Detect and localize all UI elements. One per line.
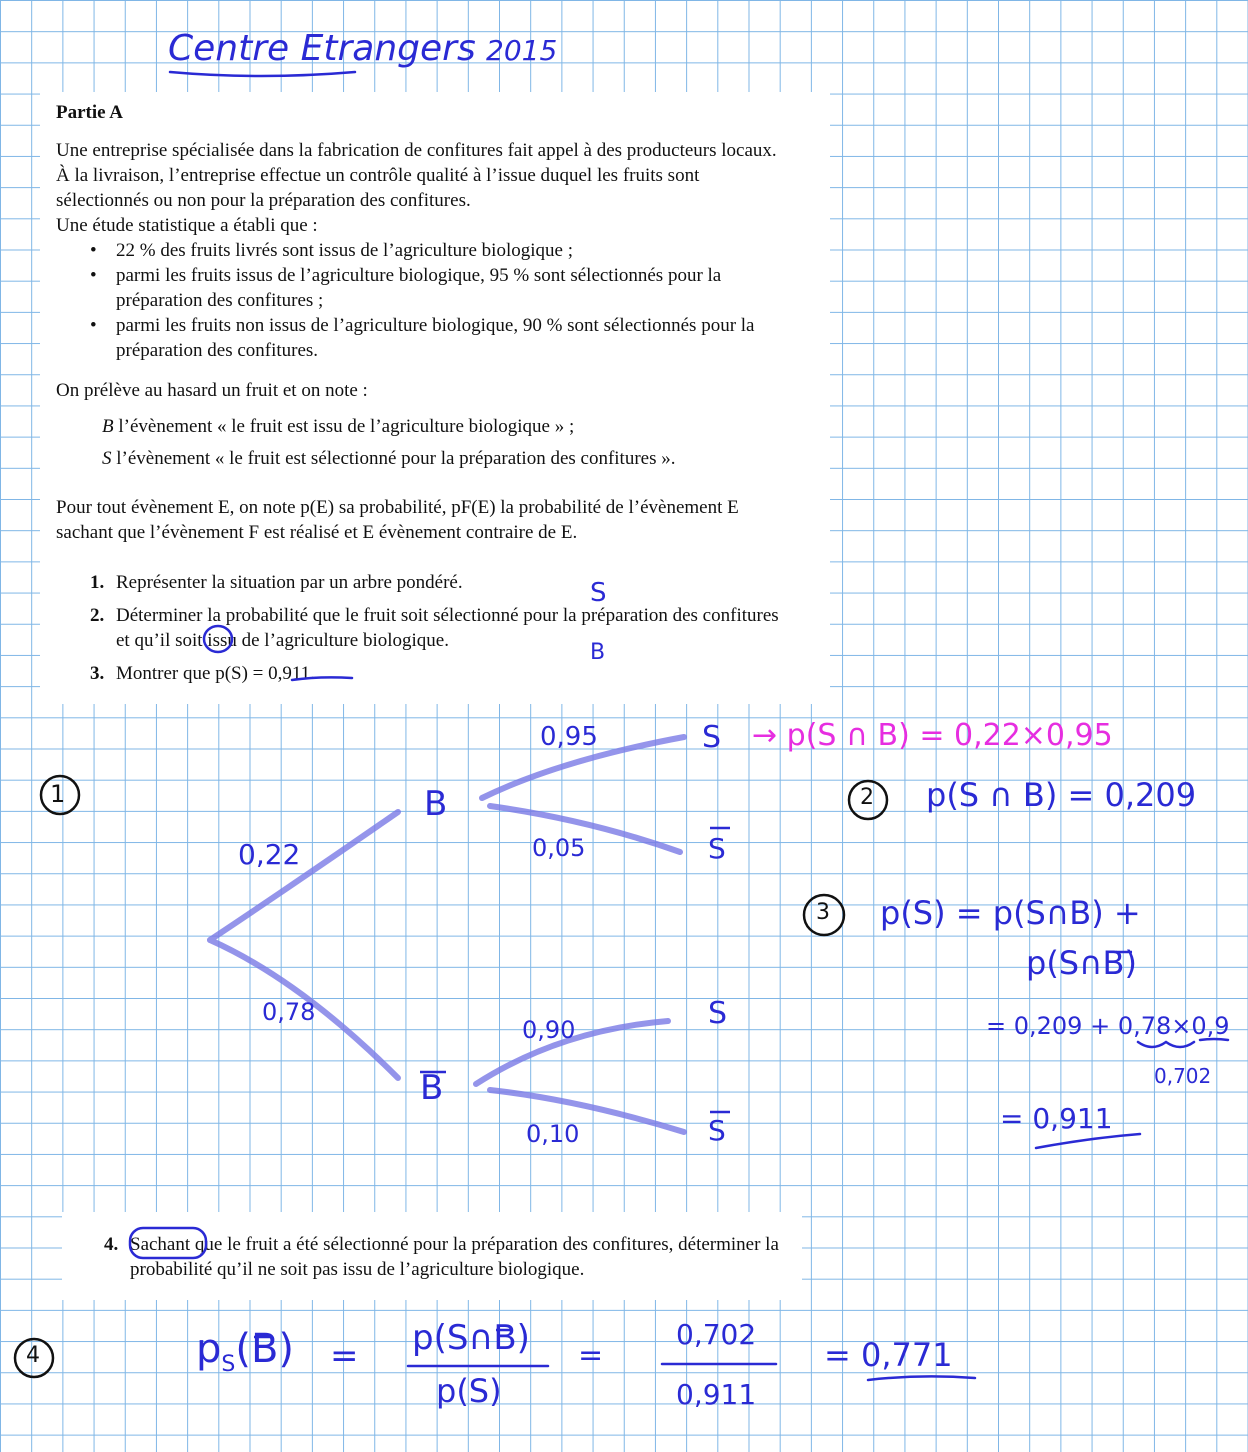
circle-et: [204, 626, 232, 652]
handwritten-title: Centre Etrangers: [168, 28, 476, 69]
circle-sachant: [130, 1228, 206, 1258]
question-3: 3. Montrer que p(S) = 0,911.: [90, 663, 315, 684]
event-text: l’évènement « le fruit est sélectionné pour la préparation des confitures ».: [111, 448, 676, 469]
question-1: 1. Représenter la situation par un arbre pondéré.: [90, 572, 463, 593]
bullet-item: • 22 % des fruits livrés sont issus de l’agriculture biologique ;: [116, 238, 796, 263]
tree-leaf-notS: S: [708, 832, 726, 865]
q4-frac2-den: 0,911: [676, 1378, 757, 1411]
underbrace: [1138, 1042, 1194, 1047]
tree-leaf-S: S: [702, 720, 722, 755]
q2-num: 2: [860, 785, 874, 810]
title-underline: [170, 72, 355, 76]
tree-p-notS-given-B: 0,05: [532, 834, 586, 862]
q4-lhs: $p_S(B)$: [196, 1326, 295, 1377]
q3-line2: p(S∩B): [1026, 944, 1137, 982]
q4-eq2: =: [578, 1338, 604, 1373]
q3-sub: 0,702: [1154, 1064, 1212, 1088]
study-line: Une étude statistique a établi que :: [56, 215, 318, 236]
tree-node-B: B: [424, 784, 448, 824]
tree-p-B: 0,22: [238, 838, 301, 871]
tree-p-notB: 0,78: [262, 998, 316, 1026]
q4-frac1-den: p(S): [436, 1372, 502, 1410]
part-heading: Partie A: [56, 102, 124, 123]
circled-numbers: [15, 776, 887, 1377]
draw-line: On prélève au hasard un fruit et on note :: [56, 380, 368, 401]
event-letter: S: [102, 448, 112, 469]
question-4: 4. Sachant que le fruit a été sélectionné pour la préparation des confitures, déterminer la probabilité qu’il ne soit pas issu de l’agriculture biologique.: [104, 1234, 779, 1280]
bullet-item: • parmi les fruits issus de l’agriculture biologique, 95 % sont sélectionnés pour la préparation des confitures ;: [116, 263, 796, 313]
q3-line3: = 0,209 + 0,78×0,9: [986, 1012, 1230, 1040]
tree-p-S-given-B: 0,95: [540, 722, 598, 752]
tree-leaf-S: S: [708, 996, 728, 1031]
q3-num: 3: [816, 900, 830, 925]
bullet-item: • parmi les fruits non issus de l’agriculture biologique, 90 % sont sélectionnés pour la préparation des confitures.: [116, 313, 796, 363]
q4-result: = 0,771: [824, 1336, 953, 1374]
intro-paragraph: Une entreprise spécialisée dans la fabrication de confitures fait appel à des producteurs locaux. À la livraison, l’entreprise effectue un contrôle qualité à l’issue duquel les fruits sont sélectionnés ou non pour la préparation des confitures.: [56, 140, 777, 211]
handwritten-year: 2015: [486, 34, 558, 67]
q3-result: = 0,911: [1000, 1102, 1113, 1135]
q4-frac1-num: p(S∩B): [412, 1318, 530, 1358]
q4-num: 4: [26, 1343, 40, 1368]
tree-p-S-given-notB: 0,90: [522, 1016, 576, 1044]
event-text: l’évènement « le fruit est issu de l’agriculture biologique » ;: [113, 416, 575, 437]
notation-paragraph: Pour tout évènement E, on note p(E) sa probabilité, pF(E) la probabilité de l’évènement E sachant que l’évènement F est réalisé et E évènement contraire de E.: [56, 497, 739, 543]
tree-num: 1: [50, 780, 66, 808]
tree-p-notS-given-notB: 0,10: [526, 1120, 580, 1148]
tree-leaf-notS: S: [708, 1114, 726, 1147]
pink-formula: → p(S ∩ B) = 0,22×0,95: [752, 718, 1113, 753]
q3-line1: p(S) = p(S∩B) +: [880, 894, 1141, 932]
event-letter: B: [102, 416, 114, 437]
q2-answer: p(S ∩ B) = 0,209: [926, 776, 1197, 814]
note-S: S: [590, 578, 607, 608]
note-B: B: [590, 640, 606, 665]
tree-node-notB: B: [420, 1068, 444, 1108]
question-2: 2. Déterminer la probabilité que le fruit soit sélectionné pour la préparation des confitures et qu’il soit issu de l’agriculture biologique.: [90, 605, 779, 651]
q4-eq: =: [330, 1336, 359, 1376]
underline-911b: [1036, 1134, 1140, 1148]
underline-771: [868, 1376, 975, 1380]
underline-911: [292, 677, 352, 680]
q4-frac2-num: 0,702: [676, 1318, 757, 1351]
